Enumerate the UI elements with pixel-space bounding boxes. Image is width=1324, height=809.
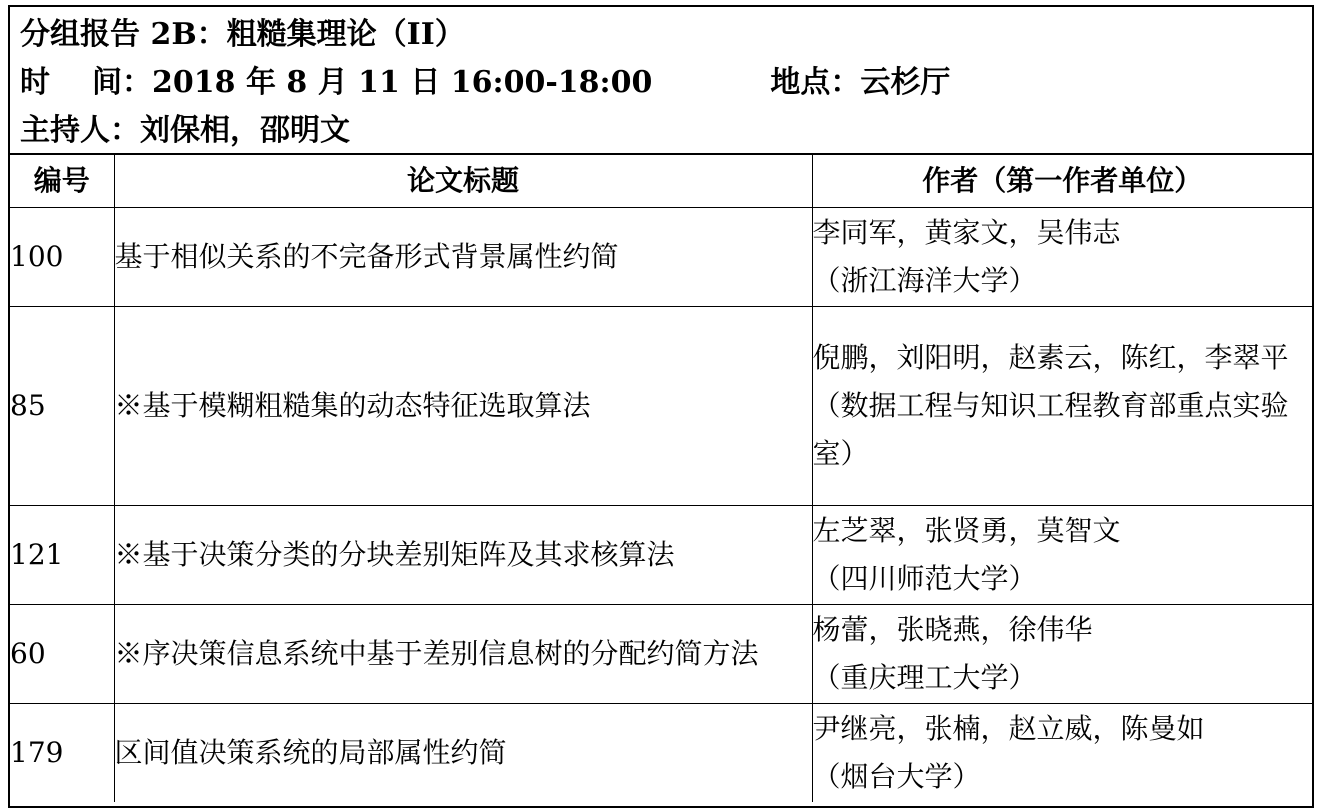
paper-authors: 李同军，黄家文，吴伟志 xyxy=(812,216,1121,249)
paper-authors: 尹继亮，张楠，赵立威，陈曼如 xyxy=(812,712,1205,745)
paper-title: ※序决策信息系统中基于差别信息树的分配约简方法 xyxy=(114,605,812,704)
session-title: 分组报告 2B：粗糙集理论（II） xyxy=(20,17,465,52)
paper-affiliation: （数据工程与知识工程教育部重点实验室） xyxy=(812,389,1289,470)
table-row xyxy=(10,605,1312,704)
column-header-id: 编号 xyxy=(10,155,114,208)
session-time: 2018 年 8 月 11 日 16:00-18:00 xyxy=(152,65,653,100)
paper-authors: 倪鹏，刘阳明，赵素云，陈红，李翠平 xyxy=(812,341,1289,374)
table-header-row xyxy=(10,155,1312,208)
paper-authors: 左芝翠，张贤勇，莫智文 xyxy=(812,514,1121,547)
table-row xyxy=(10,208,1312,307)
paper-id: 100 xyxy=(10,208,114,307)
paper-affiliation: （烟台大学） xyxy=(812,760,981,793)
paper-title: 基于相似关系的不完备形式背景属性约简 xyxy=(114,208,812,307)
time-label-char: 时 xyxy=(20,65,50,100)
paper-table xyxy=(10,155,1312,802)
paper-title: 区间值决策系统的局部属性约简 xyxy=(114,704,812,803)
paper-affiliation: （四川师范大学） xyxy=(812,562,1037,595)
table-row xyxy=(10,704,1312,803)
paper-title: ※基于决策分类的分块差别矩阵及其求核算法 xyxy=(114,506,812,605)
session-header xyxy=(10,7,1312,155)
table-row xyxy=(10,506,1312,605)
column-header-authors: 作者（第一作者单位） xyxy=(812,155,1312,208)
paper-authors-cell xyxy=(812,506,1312,605)
paper-title: ※基于模糊粗糙集的动态特征选取算法 xyxy=(114,307,812,506)
paper-authors-cell xyxy=(812,307,1312,506)
paper-id: 179 xyxy=(10,704,114,803)
paper-authors-cell xyxy=(812,704,1312,803)
session-place: 地点：云杉厅 xyxy=(770,65,951,100)
paper-authors: 杨蕾，张晓燕，徐伟华 xyxy=(812,613,1093,646)
paper-affiliation: （重庆理工大学） xyxy=(812,661,1037,694)
session-sheet xyxy=(8,5,1314,808)
time-label-rest: 间： xyxy=(92,65,152,100)
paper-authors-cell xyxy=(812,605,1312,704)
paper-id: 121 xyxy=(10,506,114,605)
paper-authors-cell xyxy=(812,208,1312,307)
table-row xyxy=(10,307,1312,506)
paper-id: 60 xyxy=(10,605,114,704)
column-header-title: 论文标题 xyxy=(114,155,812,208)
paper-affiliation: （浙江海洋大学） xyxy=(812,264,1037,297)
session-time-place-line xyxy=(20,59,1312,107)
session-hosts: 主持人：刘保相，邵明文 xyxy=(20,113,350,148)
time-label xyxy=(20,65,152,100)
paper-id: 85 xyxy=(10,307,114,506)
